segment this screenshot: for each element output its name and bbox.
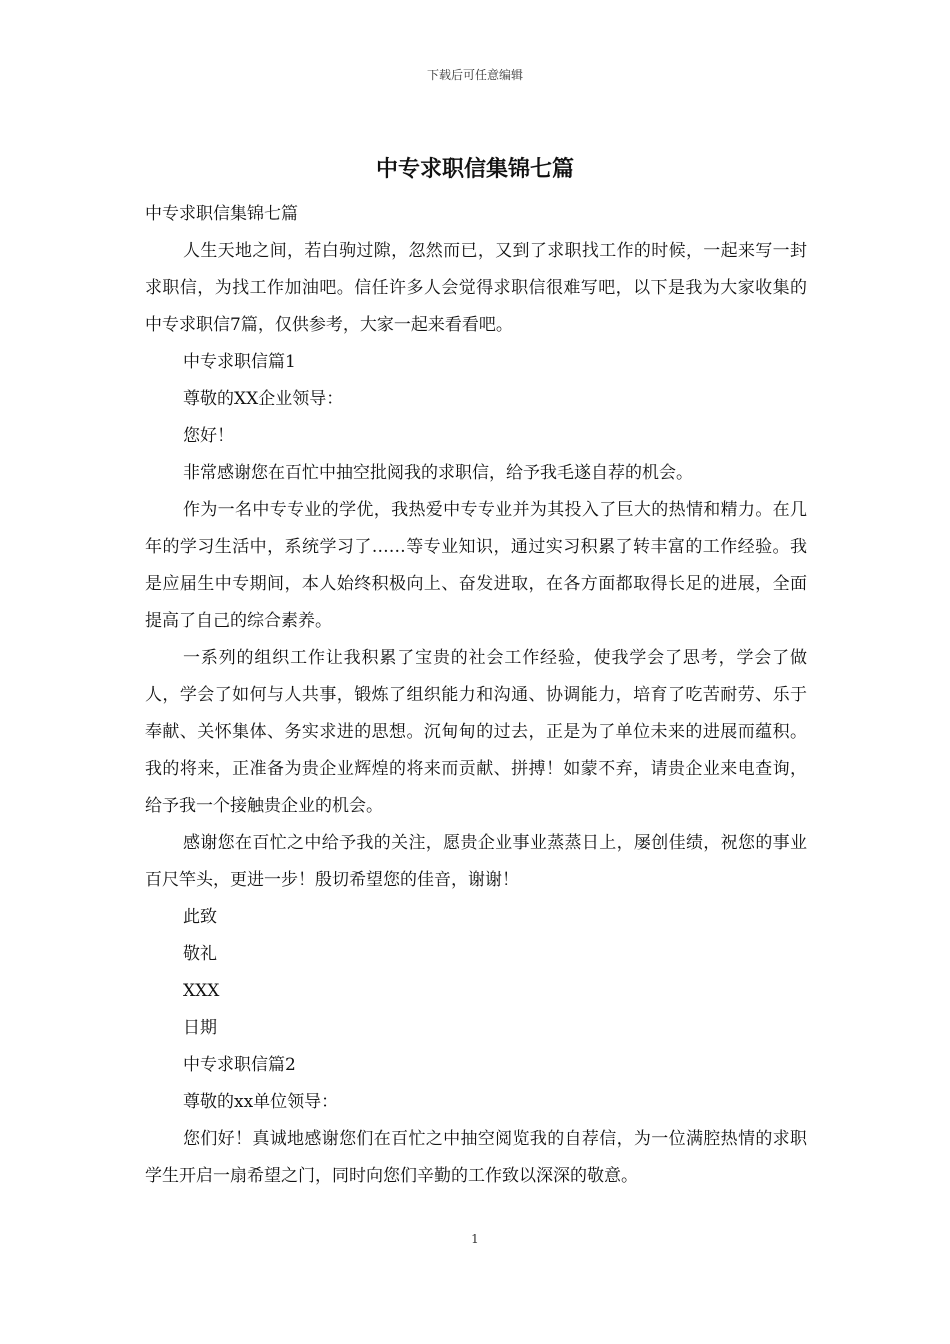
body-paragraph: 敬礼 <box>183 944 217 964</box>
document-title: 中专求职信集锦七篇 <box>375 156 574 182</box>
page-header-note: 下载后可任意编辑 <box>426 68 523 82</box>
body-paragraph: 中专求职信集锦七篇 <box>145 204 298 224</box>
body-paragraph: 您好！ <box>183 426 234 446</box>
body-paragraph: XXX <box>183 981 220 1001</box>
page-number: 1 <box>471 1232 479 1246</box>
body-paragraph: 您们好！真诚地感谢您们在百忙之中抽空阅览我的自荐信，为一位满腔热情的求职学生开启一扇希望之门，同时向您们辛勤的工作致以深深的敬意。 <box>145 1129 807 1186</box>
body-paragraph: 尊敬的XX企业领导： <box>183 389 344 409</box>
body-paragraph: 中专求职信篇2 <box>183 1055 296 1075</box>
body-paragraph: 此致 <box>183 907 217 927</box>
body-paragraph: 作为一名中专专业的学优，我热爱中专专业并为其投入了巨大的热情和精力。在几年的学习生活中，系统学习了……等专业知识，通过实习积累了转丰富的工作经验。我是应届生中专期间，本人始终积极向上、奋发进取，在各方面都取得长足的进展，全面提高了自己的综合素养。 <box>145 500 807 631</box>
body-paragraph: 一系列的组织工作让我积累了宝贵的社会工作经验，使我学会了思考，学会了做人，学会了如何与人共事，锻炼了组织能力和沟通、协调能力，培育了吃苦耐劳、乐于奉献、关怀集体、务实求进的思想。沉甸甸的过去，正是为了单位未来的进展而蕴积。我的将来，正准备为贵企业辉煌的将来而贡献、拼搏！如蒙不弃，请贵企业来电查询，给予我一个接触贵企业的机会。 <box>145 648 807 816</box>
body-paragraph: 中专求职信篇1 <box>183 352 296 372</box>
body-paragraph: 非常感谢您在百忙中抽空批阅我的求职信，给予我毛遂自荐的机会。 <box>183 463 693 483</box>
body-paragraph: 感谢您在百忙之中给予我的关注，愿贵企业事业蒸蒸日上，屡创佳绩，祝您的事业百尺竿头，更进一步！殷切希望您的佳音，谢谢！ <box>145 833 807 890</box>
body-paragraph: 日期 <box>183 1018 217 1038</box>
body-paragraph: 尊敬的xx单位领导： <box>183 1092 339 1112</box>
document-body <box>145 196 807 1195</box>
body-paragraph: 人生天地之间，若白驹过隙，忽然而已，又到了求职找工作的时候，一起来写一封求职信，为找工作加油吧。信任许多人会觉得求职信很难写吧，以下是我为大家收集的中专求职信7篇，仅供参考，大家一起来看看吧。 <box>145 241 807 335</box>
